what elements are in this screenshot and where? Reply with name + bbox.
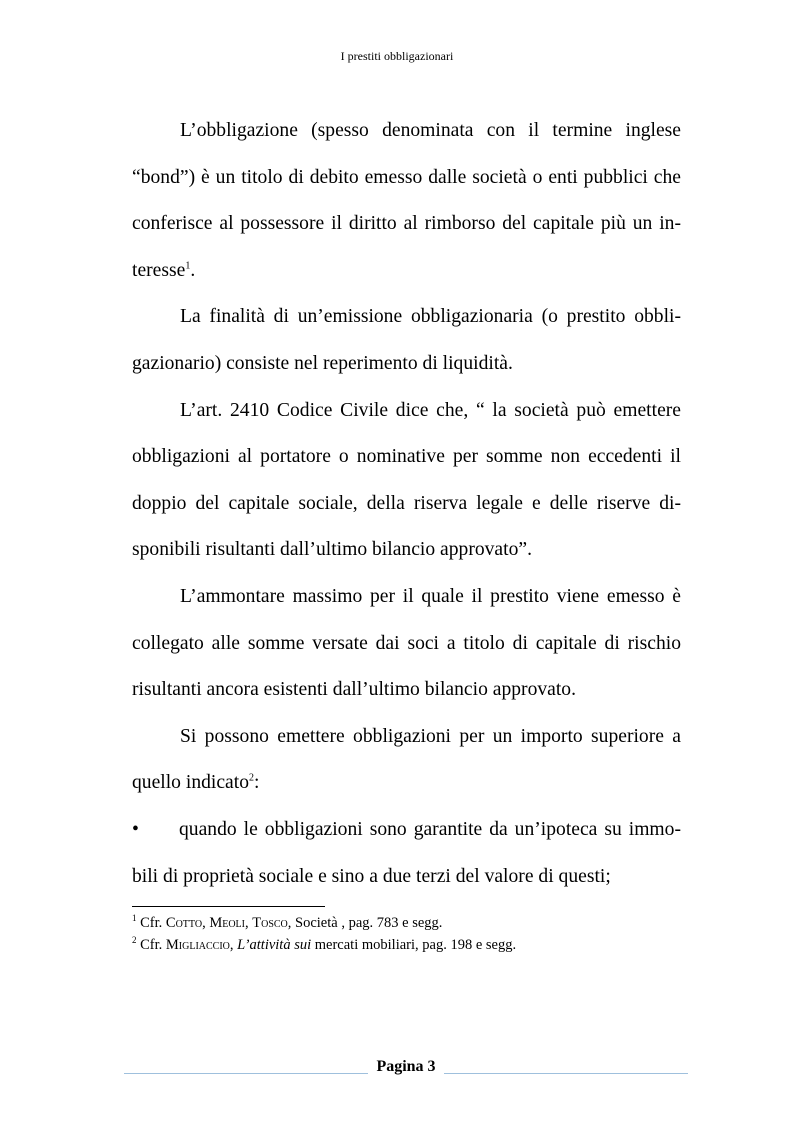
page-footer: [124, 1058, 688, 1076]
text-line: obbligazioni al portatore o nominative per somme non eccedenti il: [132, 446, 681, 468]
text-line: La finalità di un’emissione obbligazionaria (o prestito obbli-: [180, 306, 681, 328]
text-line: L’obbligazione (spesso denominata con il termine inglese: [180, 120, 681, 141]
footnote-text: ,: [229, 937, 238, 953]
text-line: collegato alle somme versate dai soci a titolo di capitale di rischio: [132, 632, 681, 654]
footnote-author: Tosco: [252, 915, 288, 931]
paragraph-definition: [132, 108, 681, 294]
bullet-continuation: bili di proprietà sociale e sino a due terzi del valore di questi;: [132, 865, 611, 887]
text-line: L’art. 2410 Codice Civile dice che, “ la società può emettere: [180, 399, 681, 421]
text-line: teresse: [132, 259, 186, 281]
footnote-author: Cotto: [165, 915, 203, 931]
footnote-2: [132, 934, 516, 956]
footnote-number: 1: [132, 913, 137, 924]
footnote-author: Migliaccio: [165, 937, 230, 953]
footnote-1: [132, 912, 516, 934]
footer-rule-left: [124, 1073, 368, 1074]
paragraph-exceptions: [132, 714, 681, 807]
footer-rule-right: [444, 1073, 688, 1074]
text-line: “bond”) è un titolo di debito emesso dalle società o enti pubblici che: [132, 166, 681, 188]
footnote-separator: [132, 906, 325, 907]
footnote-text: ,: [244, 915, 253, 931]
text-line: sponibili risultanti dall’ultimo bilancio approvato”.: [132, 539, 532, 561]
text-line: .: [190, 259, 196, 281]
footnote-ref-1: 1: [185, 260, 191, 272]
paragraph-civil-code: [132, 388, 681, 574]
footnote-text: ,: [202, 915, 210, 931]
text-line: :: [254, 772, 260, 794]
paragraph-maximum-amount: [132, 574, 681, 714]
bullet-item: [132, 807, 681, 854]
bullet-icon: •: [132, 818, 139, 840]
footnote-text: mercati mobiliari, pag. 198 e segg.: [311, 937, 517, 953]
footnote-number: 2: [132, 935, 137, 946]
text-line: L’ammontare massimo per il quale il prestito viene emesso è: [180, 585, 681, 607]
footnote-text: , Società , pag. 783 e segg.: [287, 915, 443, 931]
body-text: [132, 108, 681, 900]
footnote-author: Meoli: [209, 915, 245, 931]
bullet-text: quando le obbligazioni sono garantite da un’ipoteca su immo-: [179, 818, 681, 840]
text-line: Si possono emettere obbligazioni per un importo superiore a: [180, 725, 681, 747]
footnote-text: Cfr.: [140, 915, 166, 931]
footnote-text: Cfr.: [140, 937, 166, 953]
footnote-ref-2: 2: [249, 772, 254, 784]
page-number: Pagina 3: [376, 1058, 436, 1075]
running-header: I prestiti obbligazionari: [340, 49, 454, 63]
text-line: conferisce al possessore il diritto al rimborso del capitale più un in-: [132, 213, 681, 235]
text-line: gazionario) consiste nel reperimento di liquidità.: [132, 352, 513, 374]
text-line: risultanti ancora esistenti dall’ultimo bilancio approvato.: [132, 679, 577, 701]
paragraph-purpose: [132, 294, 681, 387]
footnotes: [132, 912, 516, 956]
text-line: quello indicato: [132, 772, 249, 794]
footnote-title: L’attività sui: [237, 937, 312, 953]
text-line: doppio del capitale sociale, della riserva legale e delle riserve di-: [132, 492, 681, 514]
